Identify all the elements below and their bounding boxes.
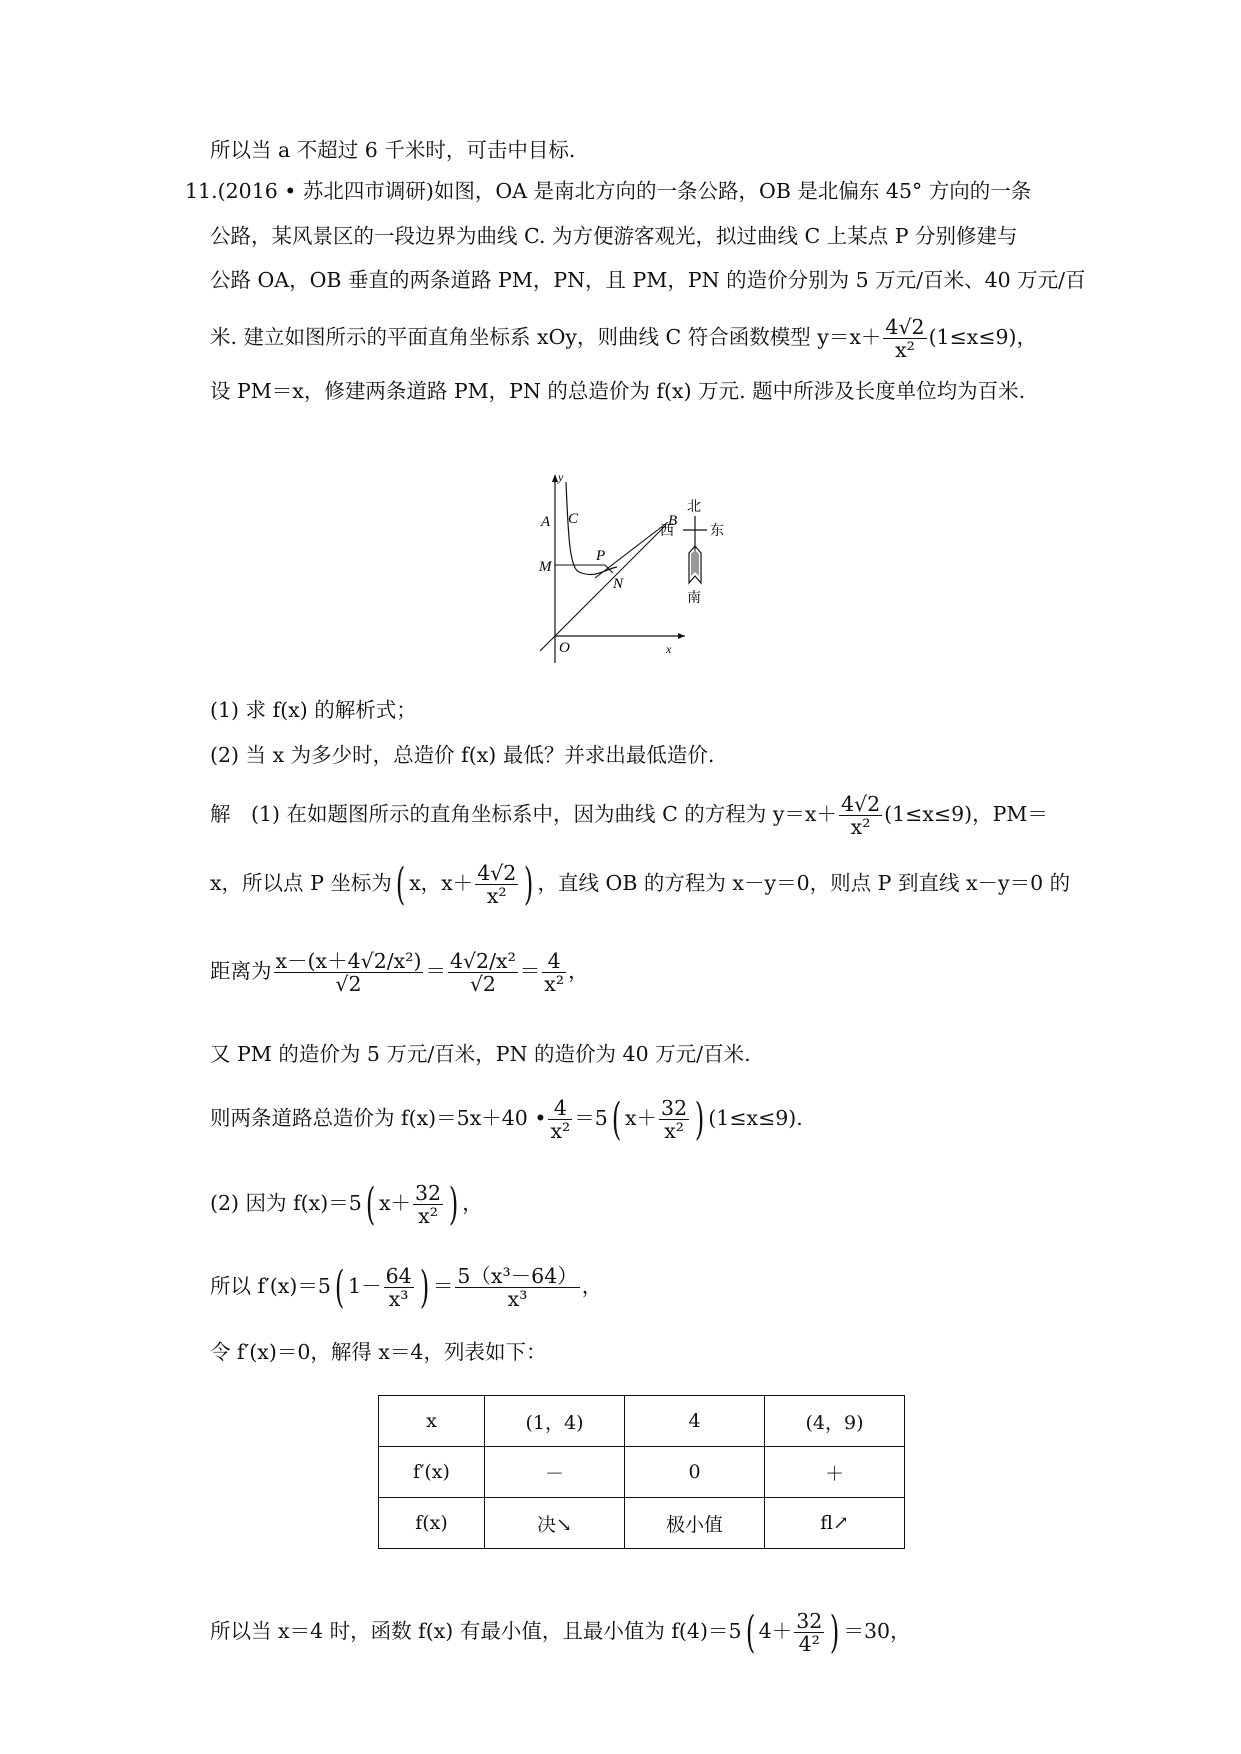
problem-source: (2016 • 苏北四市调研) <box>217 179 434 203</box>
solution-s2-num: 4√2 <box>477 861 517 885</box>
distance-fraction-2 <box>448 950 518 995</box>
solution-s9-pre: 所以当 x＝4 时，函数 f(x) 有最小值，且最小值为 f(4)＝5 <box>210 1619 742 1643</box>
problem-line-1 <box>185 177 1031 205</box>
distance-fraction-3 <box>542 950 566 995</box>
solution-line-4: 又 PM 的造价为 5 万元/百米，PN 的造价为 40 万元/百米. <box>210 1042 751 1066</box>
compass-west: 西 <box>660 523 674 539</box>
label-m: M <box>539 559 552 575</box>
solution-s5-mid: ＝5 <box>574 1106 608 1130</box>
table-cell: f′(x) <box>379 1447 485 1498</box>
table-cell: ＋ <box>765 1447 905 1498</box>
label-n: N <box>613 576 624 592</box>
problem-line-2: 公路，某风景区的一段边界为曲线 C. 为方便游客观光，拟过曲线 C 上某点 P 分别修建与 <box>210 224 1018 248</box>
solution-s9-frac-num: 32 <box>796 1609 823 1633</box>
label-c: C <box>568 511 579 527</box>
compass-north: 北 <box>687 499 701 515</box>
solution-s1-pre: 解 (1) 在如题图所示的直角坐标系中，因为曲线 C 的方程为 <box>210 802 767 826</box>
model-numerator: 4√2 <box>885 315 925 339</box>
solution-s5-frac-a-num: 4 <box>548 1097 572 1120</box>
solution-s1-num: 4√2 <box>840 792 881 816</box>
solution-s9-inner: 4＋ <box>758 1619 793 1643</box>
label-o: O <box>559 640 570 656</box>
solution-s9-frac-den: 4² <box>798 1632 820 1656</box>
label-a: A <box>541 514 551 530</box>
solution-line-9: 所以当 x＝4 时，函数 f(x) 有最小值，且最小值为 f(4)＝5( 4＋ $\frac{32}{\text{4²}}$ ) ＝30， <box>210 1606 911 1658</box>
table-cell: fl↗ <box>765 1498 905 1549</box>
line-ob <box>540 526 665 651</box>
label-x: x <box>666 642 672 656</box>
solution-s7-rhs <box>455 1265 579 1310</box>
solution-s2-den: x² <box>486 884 507 908</box>
problem-text-4: 米. 建立如图所示的平面直角坐标系 xOy，则曲线 C 符合函数模型 <box>210 325 811 349</box>
label-b: B <box>668 513 678 529</box>
solution-line-5: 则两条道路总造价为 f(x)＝5x＋40 • $\frac{4}{\text{x²}}$ ＝5( x＋ $\frac{32}{\text{x²}}$ ) (1≤x≤9). <box>210 1093 803 1145</box>
solution-s6-pre: (2) 因为 f(x)＝5 <box>210 1191 362 1215</box>
solution-s6-frac-num: 32 <box>415 1181 442 1205</box>
table-cell: f(x) <box>379 1498 485 1549</box>
intro-line: 所以当 a 不超过 6 千米时，可击中目标. <box>210 138 576 162</box>
problem-line-4 <box>210 316 1037 361</box>
solution-s9-frac <box>794 1610 824 1655</box>
table-cell: － <box>485 1447 625 1498</box>
solution-s7-inner: 1－ <box>348 1274 382 1298</box>
problem-line-3: 公路 OA，OB 垂直的两条道路 PM，PN，且 PM，PN 的造价分别为 5 万元/百米、40 万元/百 <box>210 268 1086 292</box>
solution-s5-inner: x＋ <box>624 1106 658 1130</box>
problem-line-5: 设 PM＝x，修建两条道路 PM，PN 的总造价为 f(x) 万元. 题中所涉及长度单位均为百米. <box>210 379 1026 403</box>
compass-east: 东 <box>710 523 724 539</box>
solution-line-8: 令 f′(x)＝0，解得 x＝4，列表如下： <box>210 1340 547 1364</box>
model-fraction <box>883 316 926 361</box>
solution-s1-den: x² <box>850 815 871 839</box>
solution-s2-coord: x，x＋ <box>409 871 474 895</box>
solution-s3-pre: 距离为 <box>210 959 272 983</box>
solution-s1-fraction <box>839 793 882 838</box>
distance-num-2: 4√2/x² <box>449 949 516 973</box>
table-cell: 极小值 <box>625 1498 765 1549</box>
solution-s5-frac-b <box>659 1097 689 1142</box>
solution-s1-post: (1≤x≤9)，PM＝ <box>884 802 1048 826</box>
solution-s7-post: ， <box>581 1274 603 1298</box>
table-row <box>379 1447 905 1498</box>
table-row <box>379 1498 905 1549</box>
solution-line-6: (2) 因为 f(x)＝5( x＋ $\frac{32}{\text{x²}}$ ) ， <box>210 1178 483 1230</box>
label-p: P <box>596 548 606 564</box>
curve-c <box>566 482 617 575</box>
model-denominator: x² <box>895 338 915 362</box>
solution-line-7: 所以 f′(x)＝5( 1－ $\frac{64}{\text{x³}}$ ) ＝ $\frac{\text{5（x³－64）}}{\text{x³}}$ ， <box>210 1261 603 1313</box>
solution-s5-frac-a-den: x² <box>550 1119 571 1143</box>
model-domain: (1≤x≤9)， <box>928 325 1038 349</box>
solution-line-1 <box>210 793 1048 838</box>
solution-s6-frac <box>413 1182 443 1227</box>
x-axis-arrow <box>678 633 685 639</box>
solution-s7-pre: 所以 f′(x)＝5 <box>210 1274 331 1298</box>
solution-s7-rhs-num: 5（x³－64） <box>457 1264 578 1288</box>
table-cell: (1，4) <box>485 1396 625 1447</box>
table-row <box>379 1396 905 1447</box>
model-lhs: y＝x＋ <box>817 325 882 349</box>
solution-s5-post: (1≤x≤9). <box>708 1106 803 1130</box>
table-cell: 0 <box>625 1447 765 1498</box>
solution-s7-frac <box>384 1265 414 1310</box>
monotonicity-table <box>378 1395 905 1549</box>
distance-fraction-1 <box>274 950 424 995</box>
distance-num-3: 4 <box>542 950 566 973</box>
solution-s5-pre: 则两条道路总造价为 f(x)＝5x＋40 • <box>210 1106 547 1130</box>
solution-s7-rhs-den: x³ <box>507 1287 528 1311</box>
problem-number: 11. <box>185 179 218 203</box>
solution-s6-frac-den: x² <box>418 1204 438 1228</box>
table-cell: 决↘ <box>485 1498 625 1549</box>
boundary-line <box>595 522 668 578</box>
question-1: (1) 求 f(x) 的解析式； <box>210 698 417 722</box>
distance-den-3: x² <box>544 972 565 996</box>
solution-s1-eq: y＝x＋ <box>772 802 837 826</box>
distance-den-1: √2 <box>335 972 362 996</box>
solution-line-2: x，所以点 P 坐标为( x，x＋ $\frac{4√2}{\text{x²}}$ ) ，直线 OB 的方程为 x－y＝0，则点 P 到直线 x－y＝0 的 <box>210 858 1071 910</box>
table-cell: 4 <box>625 1396 765 1447</box>
solution-s7-frac-num: 64 <box>385 1264 412 1288</box>
distance-den-2: √2 <box>469 972 496 996</box>
solution-s5-frac-a <box>548 1097 572 1142</box>
label-y: y <box>558 470 564 484</box>
table-cell: (4，9) <box>765 1396 905 1447</box>
compass-south: 南 <box>687 590 701 606</box>
solution-s6-post: ， <box>462 1191 483 1215</box>
solution-s6-inner: x＋ <box>378 1191 411 1215</box>
solution-s5-frac-b-num: 32 <box>661 1096 688 1120</box>
solution-s7-frac-den: x³ <box>388 1287 409 1311</box>
solution-s5-frac-b-den: x² <box>664 1119 684 1143</box>
solution-s2-post: ，直线 OB 的方程为 x－y＝0，则点 P 到直线 x－y＝0 的 <box>537 871 1071 895</box>
solution-s2-pre: x，所以点 P 坐标为 <box>210 871 392 895</box>
coordinate-figure <box>535 468 775 678</box>
solution-line-3: 距离为 $\frac{\text{x－(x＋4√2/x²)}}{√2}$ ＝ $\frac{\text{4√2/x²}}{√2}$ ＝ $\frac{4}{\text{x²}}$ ， <box>210 949 589 996</box>
distance-num-1: x－(x＋4√2/x²) <box>275 949 422 973</box>
solution-s2-fraction <box>475 862 518 907</box>
solution-s9-post: ＝30， <box>843 1619 911 1643</box>
problem-text-1: 如图，OA 是南北方向的一条公路，OB 是北偏东 45° 方向的一条 <box>433 179 1032 203</box>
question-2: (2) 当 x 为多少时，总造价 f(x) 最低？并求出最低造价. <box>210 743 715 767</box>
table-cell: x <box>379 1396 485 1447</box>
